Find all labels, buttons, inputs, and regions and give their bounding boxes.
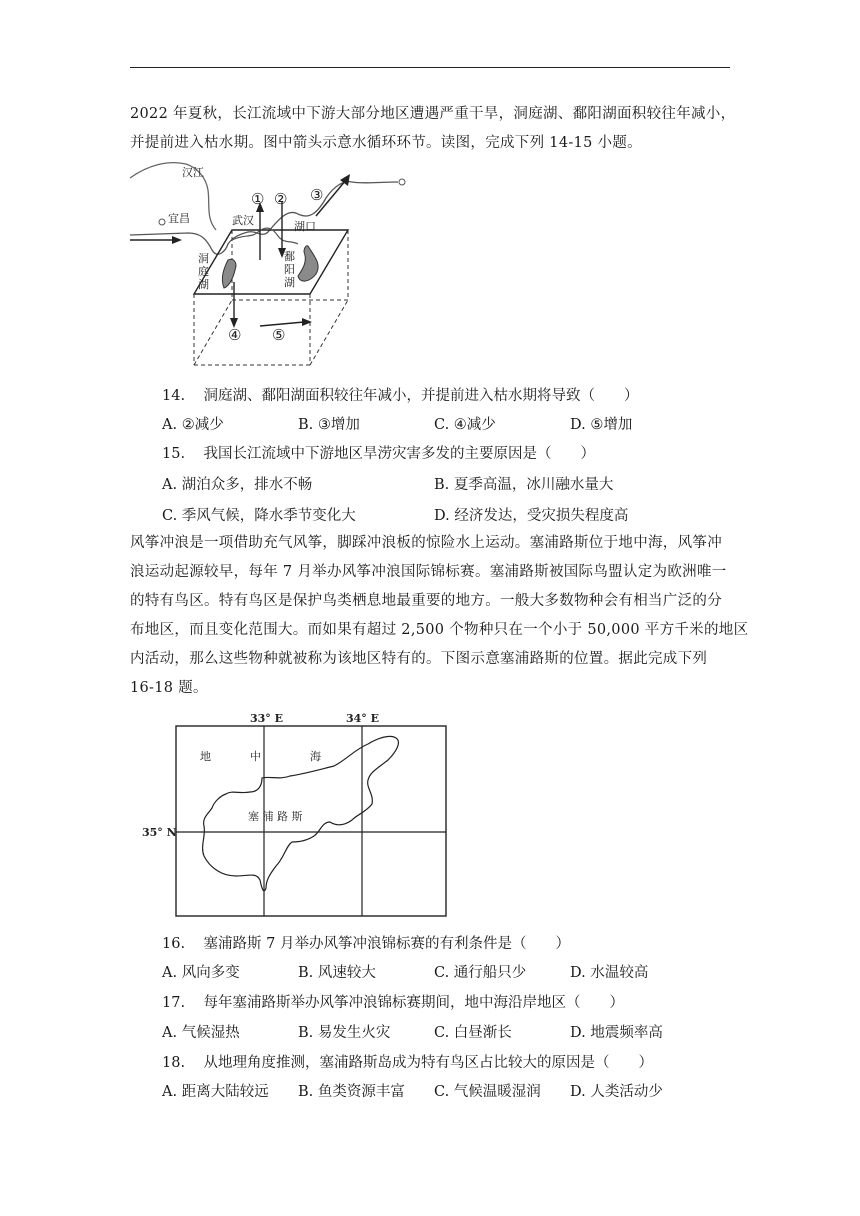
q18-option-c: C. 气候温暖湿润 xyxy=(434,1084,541,1100)
label-cyprus: 塞 浦 路 斯 xyxy=(248,810,303,823)
marker-5: ⑤ xyxy=(272,326,286,344)
question-number: 14. xyxy=(162,388,186,404)
q14-option-a: A. ②减少 xyxy=(162,417,224,433)
label-lat-35: 35° N xyxy=(142,826,177,839)
q15-option-c: C. 季风气候，降水季节变化大 xyxy=(162,508,356,524)
question-18 xyxy=(162,1051,653,1072)
question-number: 17. xyxy=(162,995,186,1011)
passage2 xyxy=(130,529,748,703)
label-lon-33: 33° E xyxy=(250,712,284,725)
question-number: 16. xyxy=(162,936,186,952)
label-lon-34: 34° E xyxy=(346,712,380,725)
passage2-line: 布地区，而且变化范围大。而如果有超过 2,500 个物种只在一个小于 50,000 平方千米的地区 xyxy=(130,622,749,638)
marker-1: ① xyxy=(251,190,265,208)
marker-2: ② xyxy=(274,190,288,208)
label-yichang: 宜昌 xyxy=(168,212,190,225)
q17-option-c: C. 白昼渐长 xyxy=(434,1025,512,1041)
q18-option-b: B. 鱼类资源丰富 xyxy=(298,1084,405,1100)
q15-option-a: A. 湖泊众多，排水不畅 xyxy=(162,477,313,493)
passage2-line: 16-18 题。 xyxy=(130,680,208,696)
box-top-face xyxy=(194,230,348,294)
water-cycle-figure xyxy=(128,160,418,372)
label-dongting-3: 湖 xyxy=(198,278,209,291)
question-stem: 每年塞浦路斯举办风筝冲浪锦标赛期间，地中海沿岸地区（ ） xyxy=(203,995,624,1011)
label-hukou: 湖口 xyxy=(294,220,316,233)
passage1 xyxy=(130,100,735,158)
cyprus-map xyxy=(140,708,460,922)
question-stem: 塞浦路斯 7 月举办风筝冲浪锦标赛的有利条件是（ ） xyxy=(203,936,570,952)
passage2-line: 的特有鸟区。特有鸟区是保护鸟类栖息地最重要的地方。一般大多数物种会有相当广泛的分 xyxy=(130,593,722,609)
q18-option-a: A. 距离大陆较远 xyxy=(162,1084,269,1100)
q14-option-c: C. ④减少 xyxy=(434,417,496,433)
q17-option-a: A. 气候湿热 xyxy=(162,1025,240,1041)
question-number: 15. xyxy=(162,446,186,462)
q17-option-b: B. 易发生火灾 xyxy=(298,1025,391,1041)
q16-option-b: B. 风速较大 xyxy=(298,965,376,981)
q16-option-d: D. 水温较高 xyxy=(570,965,649,981)
label-sea-1: 地 xyxy=(200,750,211,763)
question-16 xyxy=(162,932,570,953)
question-17 xyxy=(162,991,624,1012)
marker-3: ③ xyxy=(310,186,324,204)
q17-option-d: D. 地震频率高 xyxy=(570,1025,663,1041)
label-poyang-3: 湖 xyxy=(284,276,295,289)
label-sea-3: 海 xyxy=(310,750,321,763)
question-number: 18. xyxy=(162,1055,186,1071)
header-rule xyxy=(130,67,730,68)
label-dongting-1: 洞 xyxy=(198,252,209,265)
q15-option-b: B. 夏季高温，冰川融水量大 xyxy=(434,477,614,493)
q14-option-d: D. ⑤增加 xyxy=(570,417,633,433)
q14-option-b: B. ③增加 xyxy=(298,417,360,433)
q16-option-c: C. 通行船只少 xyxy=(434,965,527,981)
question-stem: 我国长江流域中下游地区旱涝灾害多发的主要原因是（ ） xyxy=(203,446,595,462)
label-sea-2: 中 xyxy=(250,750,261,763)
question-stem: 洞庭湖、鄱阳湖面积较往年减小，并提前进入枯水期将导致（ ） xyxy=(203,388,639,404)
poyang-lake xyxy=(298,246,318,281)
q18-option-d: D. 人类活动少 xyxy=(570,1084,663,1100)
question-15 xyxy=(162,442,595,463)
q15-option-d: D. 经济发达，受灾损失程度高 xyxy=(434,508,629,524)
passage1-line: 2022 年夏秋，长江流域中下游大部分地区遭遇严重干旱，洞庭湖、鄱阳湖面积较往年减小， xyxy=(130,106,736,122)
label-poyang-2: 阳 xyxy=(284,263,295,276)
passage2-line: 浪运动起源较早，每年 7 月举办风筝冲浪国际锦标赛。塞浦路斯被国际鸟盟认定为欧洲唯一 xyxy=(130,564,727,580)
question-stem: 从地理角度推测，塞浦路斯岛成为特有鸟区占比较大的原因是（ ） xyxy=(203,1055,653,1071)
marker-4: ④ xyxy=(228,326,242,344)
label-poyang-1: 鄱 xyxy=(284,250,295,263)
label-hanjiang: 汉江 xyxy=(182,166,204,179)
question-14 xyxy=(162,384,639,405)
passage2-line: 风筝冲浪是一项借助充气风筝，脚踩冲浪板的惊险水上运动。塞浦路斯位于地中海，风筝冲 xyxy=(130,535,722,551)
label-dongting-2: 庭 xyxy=(198,265,209,278)
q16-option-a: A. 风向多变 xyxy=(162,965,240,981)
passage2-line: 内活动，那么这些物种就被称为该地区特有的。下图示意塞浦路斯的位置。据此完成下列 xyxy=(130,651,708,667)
label-wuhan: 武汉 xyxy=(232,214,254,227)
passage1-line: 并提前进入枯水期。图中箭头示意水循环环节。读图，完成下列 14-15 小题。 xyxy=(130,135,642,151)
